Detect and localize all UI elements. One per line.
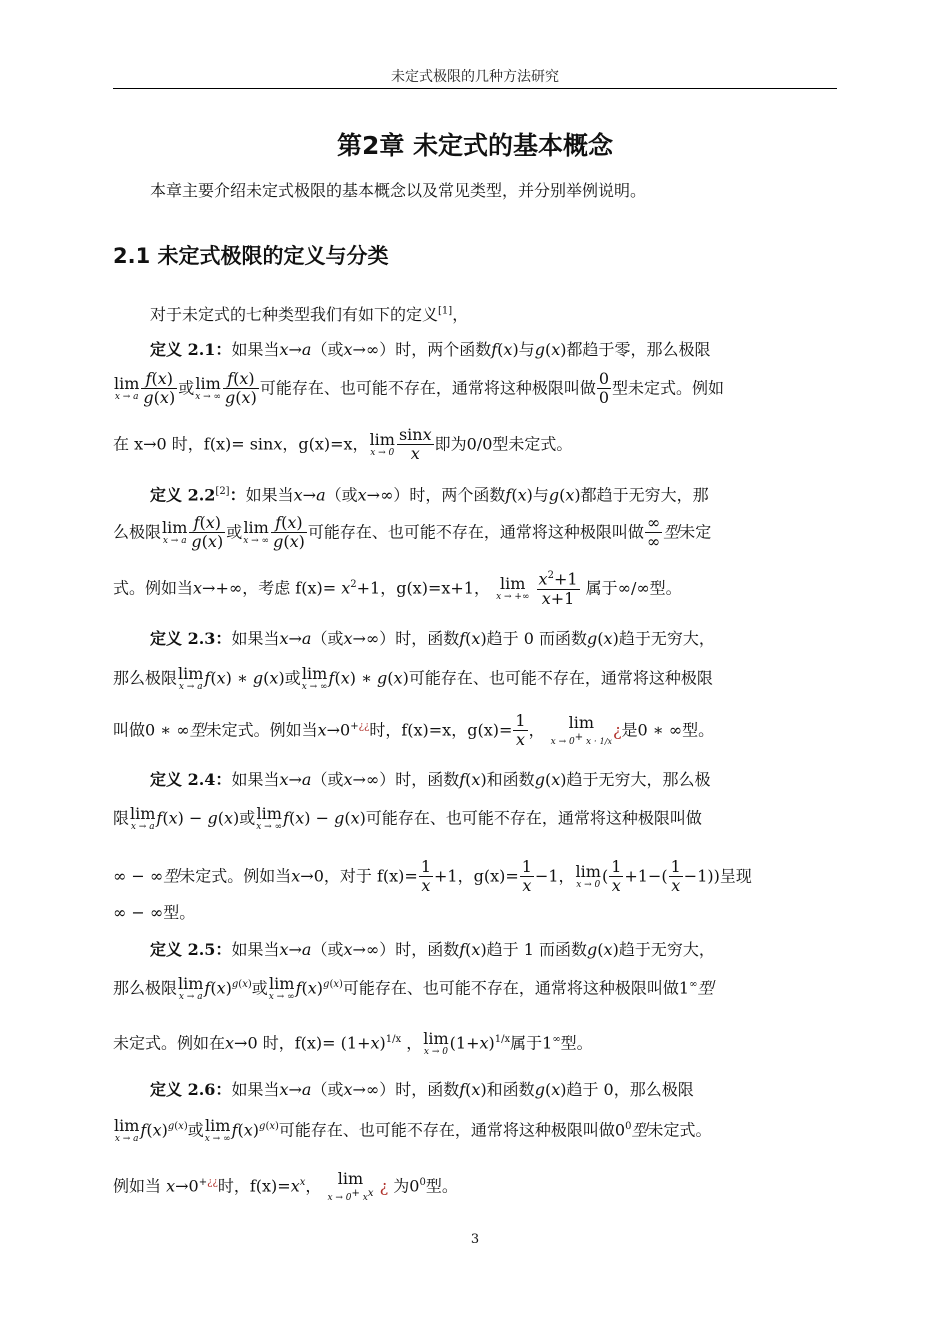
def4-line1: 定义 2.4：如果当x→a（或x→∞）时，函数f(x)和函数g(x)趋于无穷大，那么极 — [150, 770, 711, 789]
def4-line2: 限 lim x → a f(x) − g(x)或 lim x → ∞ f(x) − g(x)可能存在、也可能不存在，通常将这种极限叫做 — [113, 804, 702, 832]
def2-line3: 式。例如当x→+∞，考虑 $f(x)= x^2+1$，g(x)=x+1， lim x → +∞ $\frac{x^2+1}{x+1}$ 属于∞/∞型。 — [113, 569, 682, 608]
chapter-intro: 本章主要介绍未定式极限的基本概念以及常见类型，并分别举例说明。 — [150, 181, 647, 200]
page-number: 3 — [470, 1232, 480, 1247]
def3-line3: 叫做0 ∗ ∞型未定式。例如当x→0+¿¿时，f(x)=x，g(x)= $\frac{1}{x}$ ， lim x → 0+ x · 1/x ¿是0 ∗ ∞型。 — [113, 711, 715, 750]
def6-line3: 例如当 x→0+¿¿时，$f(x)=x^x$， lim x → 0+ $x^x$ ¿ 为$0^0$型。 — [113, 1169, 458, 1203]
chapter-title: 第2章 未定式的基本概念 — [336, 131, 614, 160]
preamble: 对于未定式的七种类型我们有如下的定义[1]， — [150, 305, 469, 324]
def6-line1: 定义 2.6：如果当x→a（或x→∞）时，函数f(x)和函数g(x)趋于 0，那么极限 — [150, 1080, 694, 1099]
section-title: 2.1 未定式极限的定义与分类 — [113, 244, 389, 268]
def3-line1: 定义 2.3：如果当x→a（或x→∞）时，函数f(x)趋于 0 而函数g(x)趋于无穷大， — [150, 629, 715, 648]
def2-line1: 定义 2.2[2]：如果当x→a（或x→∞）时，两个函数f(x)与g(x)都趋于无穷大，那 — [150, 485, 709, 505]
def6-line2: lim x → a $f(x)^{g(x)}$或 lim x → ∞ $f(x)^{g(x)}$可能存在、也可能不存在，通常将这种极限叫做$0^0$型未定式。 — [114, 1116, 712, 1144]
def3-line2: 那么极限 lim x → a f(x) ∗ g(x)或 lim x → ∞ f(x) ∗ g(x)可能存在、也可能不存在，通常将这种极限 — [113, 664, 713, 692]
def2-line2: 么极限 lim x → a $\frac{f(x)}{g(x)}$ 或 lim x → ∞ $\frac{f(x)}{g(x)}$ 可能存在、也可能不存在，通常将这种极限叫做 $\frac{\infty}{\infty}$ 型未定 — [113, 513, 712, 552]
def5-line1: 定义 2.5：如果当x→a（或x→∞）时，函数f(x)趋于 1 而函数g(x)趋于无穷大， — [150, 940, 715, 959]
running-header: 未定式极限的几种方法研究 — [391, 69, 559, 85]
def1-line2: lim x → a $\frac{f(x)}{g(x)}$ 或 lim x → ∞ $\frac{f(x)}{g(x)}$ 可能存在、也可能不存在，通常将这种极限叫做 $\frac{0}{0}$ 型未定式。例如 — [114, 369, 725, 408]
header-rule — [113, 88, 837, 89]
def5-line3: 未定式。例如在x→0 时，$f(x)= (1+x)^{1/x}$ ， lim x → 0 $(1+x)^{1/x}$属于1∞型。 — [113, 1029, 593, 1057]
def4-line3: ∞ − ∞型未定式。例如当x→0，对于 f(x)= $\frac{1}{x}$ +1，g(x)= $\frac{1}{x}$ −1， lim x → 0 ( $\frac{1}{x}$ +1−( $\frac{1}{x}$ −1))呈现 — [113, 857, 752, 896]
def1-line1: 定义 2.1：如果当x→a（或x→∞）时，两个函数f(x)与g(x)都趋于零，那么极限 — [150, 340, 711, 359]
def4-line4: ∞ − ∞型。 — [113, 903, 196, 922]
def5-line2: 那么极限 lim x → a $f(x)^{g(x)}$或 lim x → ∞ $f(x)^{g(x)}$可能存在、也可能不存在，通常将这种极限叫做1∞型 — [113, 974, 714, 1002]
def1-line3: 在 x→0 时，f(x)= sinx，g(x)=x， lim x → 0 $\frac{\sin x}{x}$ 即为0/0型未定式。 — [113, 425, 573, 464]
